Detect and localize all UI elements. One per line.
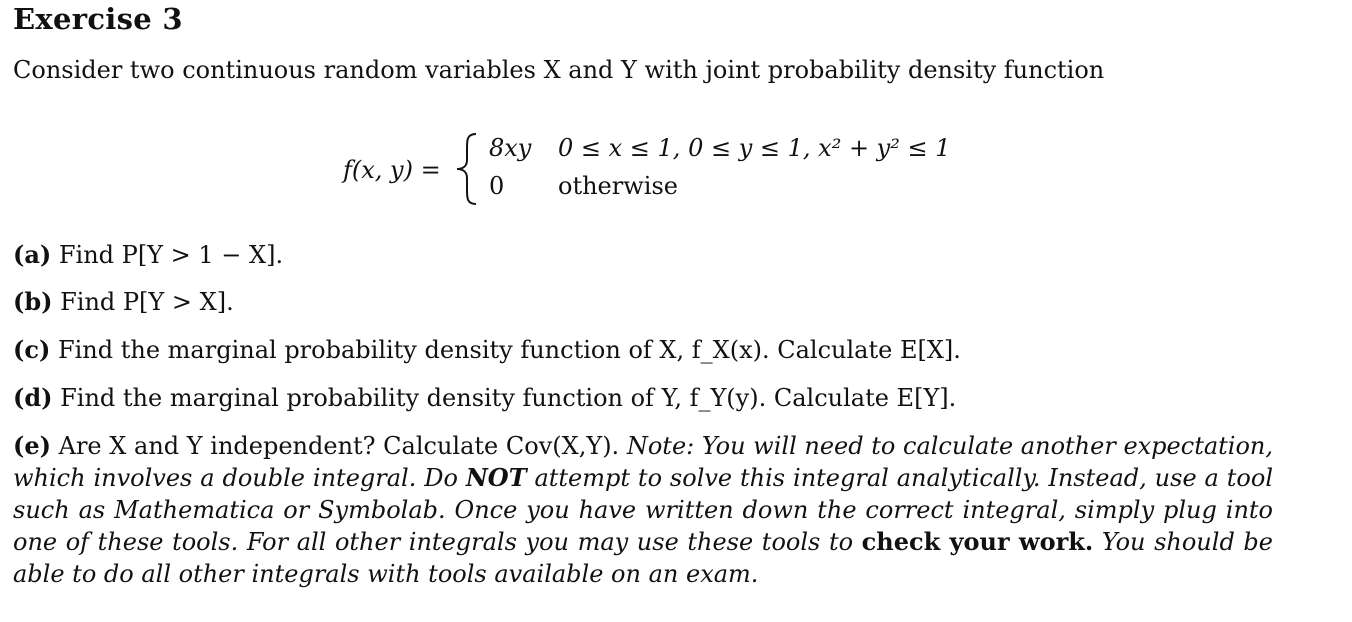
part-d-text: Find the marginal probability density function of Y, f_Y(y). Calculate E[Y].: [52, 384, 957, 412]
part-a-label: (a): [13, 240, 52, 269]
part-c-label: (c): [13, 335, 51, 364]
part-d: [13, 383, 956, 412]
part-a: [13, 240, 283, 269]
case-1-condition: 0 ≤ x ≤ 1, 0 ≤ y ≤ 1, x² + y² ≤ 1: [558, 134, 951, 162]
part-d-label: (d): [13, 383, 53, 412]
part-a-text: Find P[Y > 1 − X].: [51, 241, 284, 269]
case-2-condition: otherwise: [558, 172, 678, 200]
part-b: [13, 287, 234, 316]
part-e-note-2: attempt to solve this integral analytically. Instead, use a tool such as Mathematica or Symbolab. Once you have written down the correct integral, simply plug into one of these tools. For all other integrals you may use these tools to: [13, 464, 1273, 556]
part-e-not-word: NOT: [465, 463, 527, 492]
part-c-text: Find the marginal probability density function of X, f_X(x). Calculate E[X].: [50, 336, 961, 364]
part-b-text: Find P[Y > X].: [52, 288, 234, 316]
part-c: [13, 335, 961, 364]
part-b-label: (b): [13, 287, 53, 316]
pdf-definition: [343, 126, 993, 216]
case-1-value: 8xy: [489, 134, 532, 162]
part-e-label: (e): [13, 431, 51, 460]
exercise-heading: Exercise 3: [13, 2, 183, 36]
part-e-text: Are X and Y independent? Calculate Cov(X,Y).: [50, 432, 627, 460]
part-e-check-words: check your work.: [861, 527, 1094, 556]
part-e-note-3: You should be able to do all other integrals with tools available on an exam.: [13, 528, 1273, 588]
pdf-lhs: f(x, y) =: [343, 156, 441, 184]
case-2-value: 0: [489, 172, 505, 200]
part-e-note-1: Note: You will need to calculate another expectation, which involves a double integral. Do: [13, 432, 1274, 492]
intro-text: Consider two continuous random variables X and Y with joint probability density function: [13, 56, 1105, 84]
left-brace-symbol: [454, 132, 480, 206]
part-e: [13, 430, 1273, 590]
